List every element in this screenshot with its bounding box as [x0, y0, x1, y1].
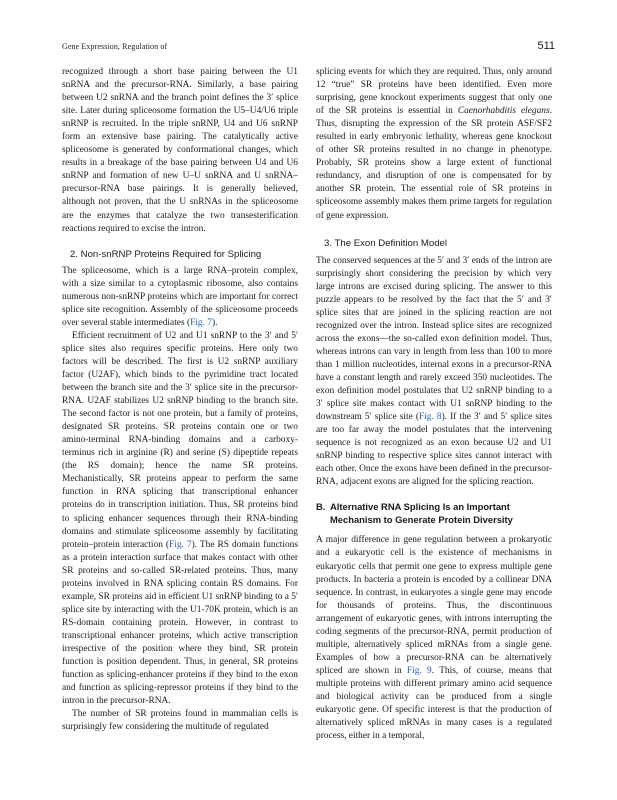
paragraph: Efficient recruitment of U2 and U1 snRNP to the 3′ and 5′ splice sites also requires specific proteins. Here only two factors will be described. The first is U2 snRNP auxiliary factor (U2AF), which binds to the pyrimidine tract located between the branch site and the 3′ splice site in the precursor-RNA. U2AF stabilizes U2 snRNP binding to the branch site. The second factor is not one protein, but a family of proteins, designated SR proteins. SR proteins contain one or two amino-terminal RNA-binding domains and a carboxy-terminus rich in arginine (R) and serine (S) dipeptide repeats (the RS domain); hence the name SR proteins. Mechanistically, SR proteins appear to perform the same function in RNA splicing that transcriptional enhancer proteins do in transcription initiation. Thus, SR proteins bind to splicing enhancer sequences through their RNA-binding domains and stimulate spliceosome assembly by facilitating protein–protein interaction (Fig. 7). The RS domain functions as a protein interaction surface that makes contact with other SR proteins and so-called SR-related proteins. Thus, many proteins involved in RNA splicing contain RS domains. For example, SR proteins aid in efficient U1 snRNP binding to a 5′ splice site by interacting with the U1-70K protein, which is an RS-domain containing protein. However, in contrast to transcriptional enhancer proteins, which active transcription irrespective of the position where they bind, SR protein function is position dependent. Thus, in general, SR proteins function as splicing-enhancer proteins if they bind to the exon and function as splicing-repressor proteins if they bind to the intron in the precursor-RNA.: [62, 330, 298, 707]
running-head: [62, 40, 555, 52]
section-title: Alternative RNA Splicing Is an Important Mechanism to Generate Protein Diversity: [330, 501, 513, 525]
paragraph: splicing events for which they are required. Thus, only around 12 “true” SR proteins have been identified. Even more surprising, gene knockout experiments suggest that only one of the SR proteins is essential in Caenorhabditis elegans. Thus, disrupting the expression of the SR protein ASF/SF2 resulted in early embryonic lethality, whereas gene knockout of other SR proteins resulted in no change in phenotype. Probably, SR proteins show a large extent of functional redundancy, and disruption of one is compensated for by another SR protein. The essential role of SR proteins in spliceosome assembly makes them prime targets for regulation of gene expression.: [316, 67, 552, 221]
paragraph: The spliceosome, which is a large RNA–protein complex, with a size similar to a cytoplasmic ribosome, also contains numerous non-snRNP proteins which are important for correct splice site recognition. Assembly of the spliceosome proceeds over several stable intermediates (Fig. 7).: [62, 265, 298, 328]
running-title: Gene Expression, Regulation of: [62, 42, 168, 51]
left-column: [62, 66, 298, 734]
figure-link[interactable]: Fig. 8: [418, 412, 442, 423]
section-heading-2: 2. Non-snRNP Proteins Required for Splicing: [70, 248, 262, 260]
figure-link[interactable]: Fig. 7: [190, 317, 212, 328]
section-heading-b: [316, 501, 552, 526]
page-number: 511: [537, 40, 555, 52]
section-label: B.: [316, 501, 326, 513]
section-heading-3: 3. The Exon Definition Model: [324, 237, 448, 249]
species-name: Caenorhabditis elegans: [457, 106, 550, 117]
paragraph: recognized through a short base pairing between the U1 snRNA and the precursor-RNA. Similarly, a base pairing between U2 snRNA and the branch point defines the 3′ splice site. Later during spliceosome formation the U5–U4/U6 triple snRNP is recruited. In the triple snRNP, U4 and U6 snRNP form an extensive base pairing. The catalytically active spliceosome is generated by conformational changes, which results in a breakage of the base pairing between U4 and U6 snRNP and formation of new U–U snRNA and U snRNA–precursor-RNA base pairings. It is generally believed, although not proven, that the U snRNAs in the spliceosome are the enzymes that catalyze the two transesterification reactions required to excise the intron.: [62, 67, 298, 234]
right-column: [316, 66, 552, 743]
figure-link[interactable]: Fig. 9: [406, 665, 432, 676]
paragraph: A major difference in gene regulation between a prokaryotic and a eukaryotic cell is the existence of mechanisms in eukaryotic cells that permit one gene to express multiple gene products. In bacteria a protein is encoded by a collinear DNA sequence. In contrast, in eukaryotes a single gene may encode for thousands of proteins. Thus, the discontinuous arrangement of eukaryotic genes, with introns interrupting the coding segments of the precursor-RNA, permit production of multiple, alternatively spliced mRNAs from a single gene. Examples of how a precursor-RNA can be alternatively spliced are shown in Fig. 9. This, of course, means that multiple proteins with different primary amino acid sequence and biological activity can be produced from a single eukaryotic gene. Of specific interest is that the production of alternatively spliced mRNAs in many cases is a regulated process, either in a temporal,: [316, 535, 552, 742]
paragraph: The conserved sequences at the 5′ and 3′ ends of the intron are surprisingly short considering the precision by which very large introns are excised during splicing. The answer to this puzzle appears to be resolved by the fact that the 5′ and 3′ splice sites that are joined in the splicing reaction are not recognized over the intron. Instead splice sites are recognized across the exons—the so-called exon definition model. Thus, whereas introns can vary in length from less than 100 to more than 1 million nucleotides, internal exons in a precursor-RNA have a constant length and rarely exceed 350 nucleotides. The exon definition model postulates that U2 snRNP binding to a 3′ splice site makes contact with U1 snRNP binding to the downstream 5′ splice site (Fig. 8). If the 3′ and 5′ splice sites are too far away the model postulates that the intervening sequence is not recognized as an exon because U2 and U1 snRNP binding to respective splice sites cannot interact with each other. Once the exons have been defined in the precursor-RNA, adjacent exons are aligned for the splicing reaction.: [316, 255, 552, 488]
paragraph: The number of SR proteins found in mammalian cells is surprisingly few considering the multitude of regulated: [62, 709, 298, 733]
figure-link[interactable]: Fig. 7: [169, 539, 192, 550]
